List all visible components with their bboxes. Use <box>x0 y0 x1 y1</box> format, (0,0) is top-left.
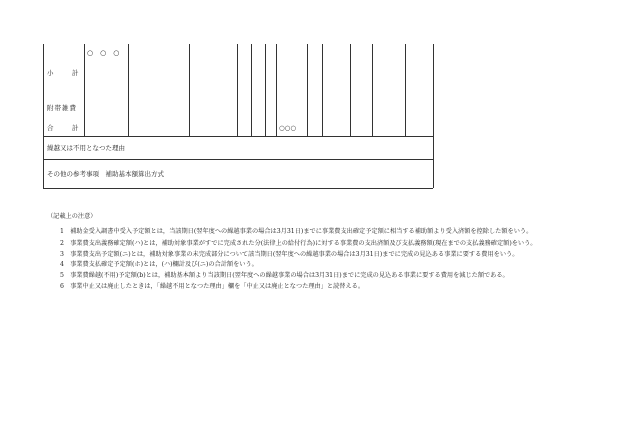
carryover-reason-label: 繰越又は不用となつた理由 <box>47 144 125 152</box>
table-bottom-border <box>43 188 433 189</box>
note-item: 4 事業費支払確定予定額(ホ)とは，(ハ)欄計及び(ニ)の合計額をいう。 <box>60 261 258 268</box>
column-divider <box>265 44 266 136</box>
column-divider <box>322 44 323 136</box>
table-left-border <box>43 44 44 188</box>
incidental-expenses-label: 附帯雑費 <box>47 104 77 112</box>
column-divider <box>307 44 308 136</box>
subtotal-marks: ○ ○ ○ <box>87 49 120 57</box>
column-divider <box>128 44 129 136</box>
total-label: 合 計 <box>47 124 85 132</box>
column-divider <box>405 44 406 136</box>
note-item: 6 事業中止又は廃止したときは，「繰越不用となつた理由」欄を「中止又は廃止となつた理由」と読替える。 <box>60 283 365 290</box>
note-item: 2 事業費支出義務確定額(ハ)とは，補助対象事業がすでに完成された分(法律上の給付行為)に対する事業費の支出済額及び支払義務額(現在までの支払義務確定額)をいう。 <box>60 240 537 247</box>
other-notes-label: その他の参考事項 補助基本額算出方式 <box>47 170 164 178</box>
table-right-border <box>433 44 434 188</box>
row-divider <box>43 159 433 160</box>
column-divider <box>372 44 373 136</box>
column-divider <box>84 44 85 136</box>
column-divider <box>237 44 238 136</box>
total-marks: ○○○ <box>279 124 297 132</box>
column-divider <box>189 44 190 136</box>
notes-heading: （記載上の注意） <box>47 213 97 220</box>
column-divider <box>251 44 252 136</box>
note-item: 3 事業費支出予定額(ニ)とは，補助対象事業の未完成部分について該当期日(翌年度への繰越事業の場合は3月31日)までに完成の見込ある事業に要する費用をいう。 <box>60 251 519 258</box>
subtotal-label: 小 計 <box>47 69 85 77</box>
column-divider <box>276 44 277 136</box>
note-item: 5 事業費繰越(不用)予定額(b)とは，補助基本額より当該期日(翌年度への繰越事業の場合は3月31日)までに完成の見込ある事業に要する費用を減じた額である。 <box>60 272 509 279</box>
row-divider <box>43 136 433 137</box>
column-divider <box>350 44 351 136</box>
note-item: 1 補助金受入調書中受入予定額とは，当該期日(翌年度への繰越事業の場合は3月31日)までに事業費支出確定予定額に相当する補助額より受入済額を控除した額をいう。 <box>60 228 533 235</box>
